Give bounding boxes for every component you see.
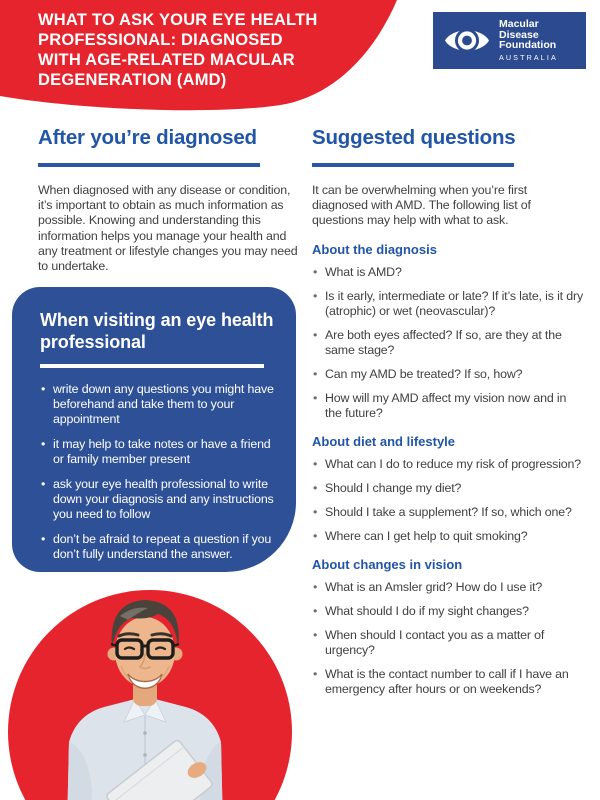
question-subheading: About changes in vision — [312, 556, 463, 572]
section-heading-suggested-questions: Suggested questions — [312, 126, 516, 149]
heading-rule — [38, 163, 260, 167]
callout-bullet-item: • write down any questions you might have beforehand and take them to your appointment — [40, 382, 276, 427]
section-heading-after-diagnosed: After you’re diagnosed — [38, 126, 257, 149]
left-column — [38, 126, 304, 274]
photo-man-with-laptop — [8, 590, 292, 800]
question-subheading: About the diagnosis — [312, 241, 437, 257]
page-title-line: WHAT TO ASK YOUR EYE HEALTH — [38, 11, 318, 29]
callout-bullet-item: • ask your eye health professional to write down your diagnosis and any instructions you need to follow — [40, 477, 276, 522]
page-title — [38, 10, 398, 90]
question-item: • When should I contact you as a matter of urgency? — [312, 628, 585, 658]
question-item: • What is an Amsler grid? How do I use it? — [312, 580, 585, 595]
callout-bullet-list — [40, 382, 276, 562]
question-section-diagnosis — [312, 242, 585, 421]
logo-wordmark — [499, 19, 558, 62]
question-item: • What should I do if my sight changes? — [312, 604, 585, 619]
callout-box-eye-health-professional — [12, 287, 296, 572]
logo-word: Disease — [499, 28, 539, 41]
question-item: • Where can I get help to quit smoking? — [312, 529, 585, 544]
after-diagnosed-body: When diagnosed with any disease or condition, it’s important to obtain as much information as possible. Knowing and understanding this information helps you manage your health and any treatment or lifestyle changes you may need to undertake. — [38, 183, 298, 274]
question-section-changes-in-vision — [312, 557, 585, 697]
question-item: • Is it early, intermediate or late? If it’s late, is it dry (atrophic) or wet (neovascular)? — [312, 289, 585, 319]
page-title-line: PROFESSIONAL: DIAGNOSED — [38, 31, 283, 49]
mdfa-logo — [433, 12, 586, 69]
suggested-questions-intro: It can be overwhelming when you’re first diagnosed with AMD. The following list of questions may help with what to ask. — [312, 183, 531, 228]
question-subheading: About diet and lifestyle — [312, 433, 456, 449]
question-item: • Should I take a supplement? If so, which one? — [312, 505, 585, 520]
question-list — [312, 580, 585, 697]
logo-word: Macular — [499, 18, 539, 30]
question-item: • What is the contact number to call if I have an emergency after hours or on weekends? — [312, 667, 585, 697]
page-title-line: WITH AGE-RELATED MACULAR — [38, 51, 295, 69]
question-item: • Are both eyes affected? If so, are they at the same stage? — [312, 328, 585, 358]
question-item: • What is AMD? — [312, 265, 585, 280]
right-column — [312, 126, 585, 706]
photo-circle — [8, 590, 292, 800]
question-section-diet-lifestyle — [312, 434, 585, 544]
logo-word: Foundation — [499, 39, 557, 51]
callout-heading-rule — [40, 364, 264, 368]
question-item: • Should I change my diet? — [312, 481, 585, 496]
page-title-line: DEGENERATION (AMD) — [38, 71, 227, 89]
callout-bullet-item: • it may help to take notes or have a friend or family member present — [40, 437, 276, 467]
question-list — [312, 265, 585, 421]
logo-country: AUSTRALIA — [499, 53, 558, 62]
question-item: • How will my AMD affect my vision now and in the future? — [312, 391, 585, 421]
callout-bullet-item: • don’t be afraid to repeat a question if you don’t fully understand the answer. — [40, 532, 276, 562]
question-item: • What can I do to reduce my risk of progression? — [312, 457, 585, 472]
heading-rule — [312, 163, 514, 167]
callout-heading: When visiting an eye health professional — [40, 310, 274, 352]
question-list — [312, 457, 585, 544]
eye-logo-icon — [444, 24, 490, 57]
question-item: • Can my AMD be treated? If so, how? — [312, 367, 585, 382]
